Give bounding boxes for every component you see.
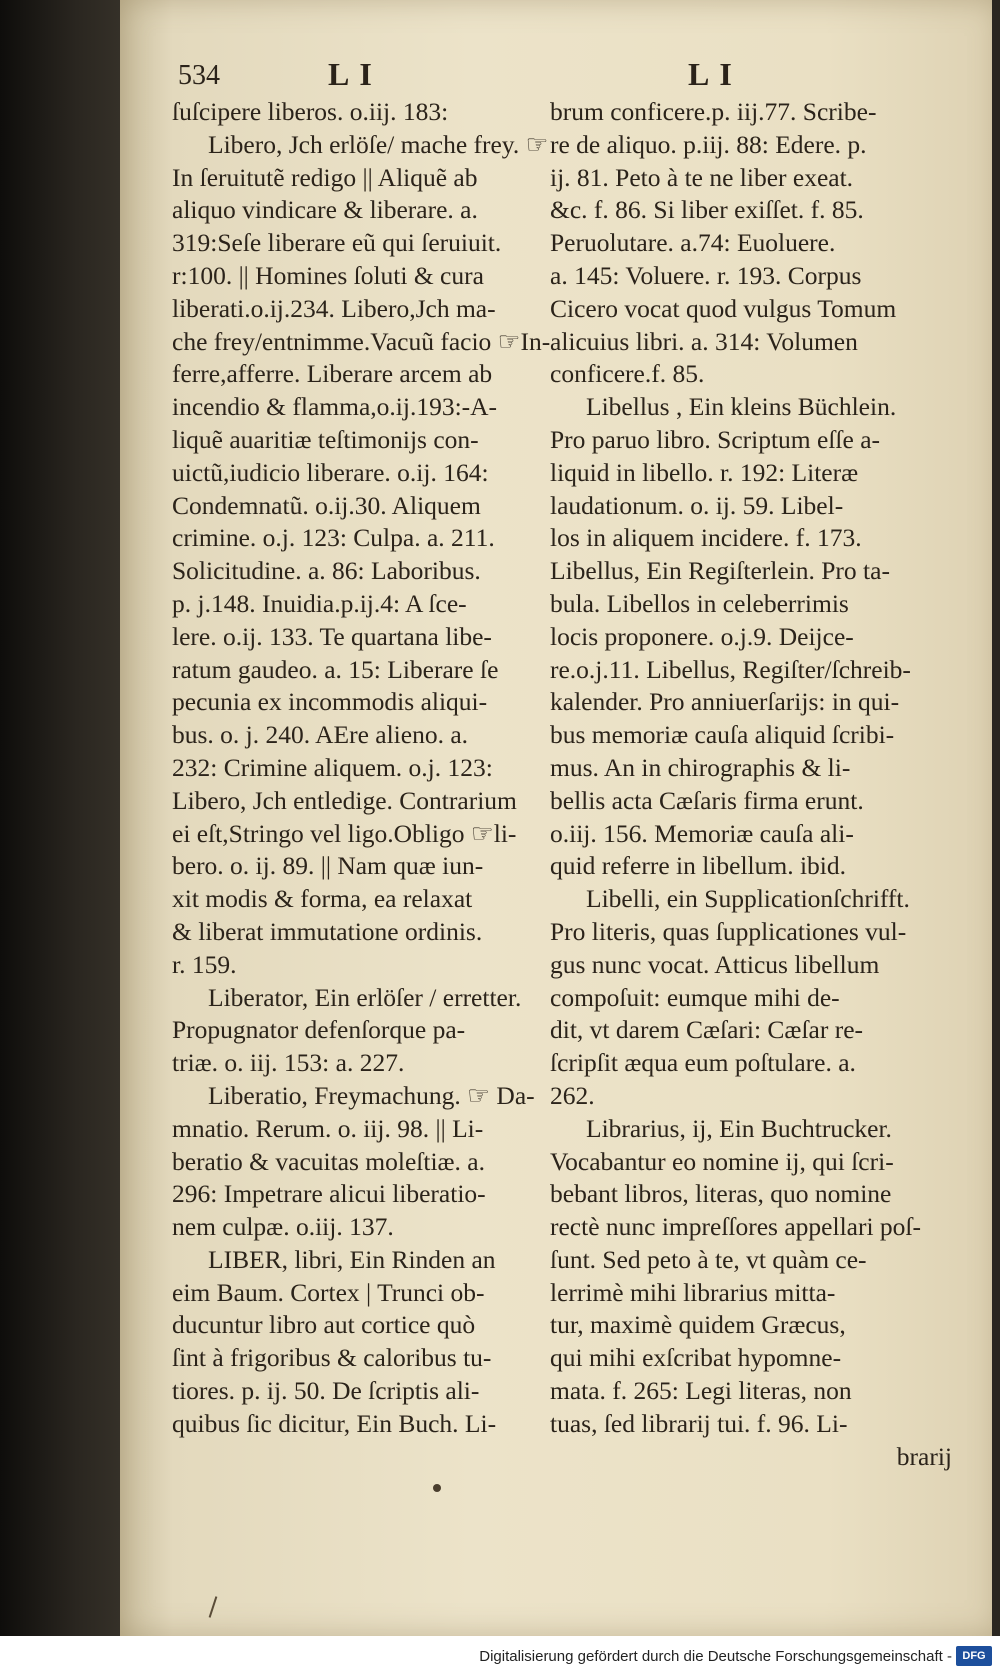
right-column-line: bellis acta Cæſaris firma erunt. <box>550 785 864 815</box>
left-column-line: In ſeruitutẽ redigo || Aliquẽ ab <box>172 162 478 192</box>
right-column-line: Vocabantur eo nomine ij, qui ſcri- <box>550 1146 894 1176</box>
left-column-line: crimine. o.j. 123: Culpa. a. 211. <box>172 523 495 553</box>
right-column-line: quid referre in libellum. ibid. <box>550 851 847 881</box>
digitization-credit: Digitalisierung gefördert durch die Deutsche Forschungsgemeinschaft - <box>479 1648 952 1665</box>
right-column-line: bula. Libellos in celeberrimis <box>550 588 849 618</box>
left-column-line: ſuſcipere liberos. o.iij. 183: <box>172 97 449 126</box>
left-column-line: 296: Impetrare alicui liberatio- <box>172 1179 486 1209</box>
right-column-line: dit, vt darem Cæſari: Cæſar re- <box>550 1015 864 1045</box>
ink-mark <box>209 1596 218 1618</box>
right-column-line: ſunt. Sed peto à te, vt quàm ce- <box>550 1244 867 1274</box>
right-column-line: rectè nunc impreſſores appellari poſ- <box>550 1212 922 1242</box>
left-column-line: ratum gaudeo. a. 15: Liberare ſe <box>172 654 499 684</box>
right-column-line: re de aliquo. p.iij. 88: Edere. p. <box>550 129 867 159</box>
left-column-line: r. 159. <box>172 949 237 979</box>
right-column-line: los in aliquem incidere. f. 173. <box>550 523 862 553</box>
right-column-line: conficere.f. 85. <box>550 359 705 389</box>
right-column-line: Cicero vocat quod vulgus Tomum <box>550 293 897 323</box>
right-column-line: ij. 81. Peto à te ne liber exeat. <box>550 162 854 192</box>
running-head-right: LI <box>688 56 742 92</box>
left-column-line: ſint à frigoribus & caloribus tu- <box>172 1343 492 1373</box>
dfg-logo: DFG <box>956 1646 992 1666</box>
running-head-left: LI <box>328 56 382 92</box>
book-gutter <box>0 0 140 1676</box>
right-column-line: Libellus , Ein kleins Büchlein. <box>586 392 897 422</box>
left-column-line: liberati.o.ij.234. Libero,Jch ma- <box>172 293 496 323</box>
right-text-column <box>550 96 960 1473</box>
ink-spot <box>433 1484 441 1492</box>
left-column-line: aliquo vindicare & liberare. a. <box>172 195 478 225</box>
right-column-line: Libellus, Ein Regiſterlein. Pro ta- <box>550 556 890 586</box>
left-column-line: r:100. || Homines ſoluti & cura <box>172 260 484 290</box>
right-column-line: liquid in libello. r. 192: Literæ <box>550 457 859 487</box>
left-column-line: ducuntur libro aut cortice quò <box>172 1310 476 1340</box>
page-right-edge <box>992 0 1000 1636</box>
left-column-line: lere. o.ij. 133. Te quartana libe- <box>172 621 492 651</box>
right-column-line: tur, maximè quidem Græcus, <box>550 1310 846 1340</box>
right-column-line: bus memoriæ cauſa aliquid ſcribi- <box>550 720 895 750</box>
right-column-line: o.iij. 156. Memoriæ cauſa ali- <box>550 818 854 848</box>
right-column-line: lerrimè mihi librarius mitta- <box>550 1277 836 1307</box>
left-column-line: mnatio. Rerum. o. iij. 98. || Li- <box>172 1113 484 1143</box>
left-column-line: che frey/entnimme.Vacuũ facio ☞In- <box>172 326 551 356</box>
left-column-line: p. j.148. Inuidia.p.ij.4: A ſce- <box>172 588 467 618</box>
left-column-line: 319:Seſe liberare eũ qui ſeruiuit. <box>172 228 502 258</box>
left-column-line: tiores. p. ij. 50. De ſcriptis ali- <box>172 1376 480 1406</box>
left-column-line: incendio & flamma,o.ij.193:-A- <box>172 392 498 422</box>
left-column-line: eim Baum. Cortex | Trunci ob- <box>172 1277 485 1307</box>
left-column-line: nem culpæ. o.iij. 137. <box>172 1212 394 1242</box>
left-column-line: pecunia ex incommodis aliqui- <box>172 687 488 717</box>
right-column-line: locis proponere. o.j.9. Deijce- <box>550 621 854 651</box>
page-header <box>120 56 1000 100</box>
left-column-line: bus. o. j. 240. AEre alieno. a. <box>172 720 469 750</box>
left-column-line: Liberatio, Freymachung. ☞ Da- <box>208 1080 535 1110</box>
right-column-line: brum conficere.p. iij.77. Scribe- <box>550 97 877 126</box>
right-column-line: bebant libros, literas, quo nomine <box>550 1179 892 1209</box>
footer-bar <box>0 1636 1000 1676</box>
right-column-line: Pro literis, quas ſupplicationes vul- <box>550 916 907 946</box>
left-column-line: xit modis & forma, ea relaxat <box>172 884 473 914</box>
left-column-line: LIBER, libri, Ein Rinden an <box>208 1244 496 1274</box>
left-column-line: Propugnator defenſorque pa- <box>172 1015 466 1045</box>
left-column-line: Condemnatũ. o.ij.30. Aliquem <box>172 490 481 520</box>
right-column-line: kalender. Pro anniuerſarijs: in qui- <box>550 687 900 717</box>
right-column-line: mata. f. 265: Legi literas, non <box>550 1376 852 1406</box>
book-page <box>120 0 1000 1636</box>
right-column-line: mus. An in chirographis & li- <box>550 752 851 782</box>
left-text-column <box>172 96 552 1441</box>
right-column-line: qui mihi exſcribat hypomne- <box>550 1343 842 1373</box>
left-column-line: & liberat immutatione ordinis. <box>172 916 483 946</box>
right-column-line: Peruolutare. a.74: Euoluere. <box>550 228 836 258</box>
right-column-line: Libelli, ein Supplicationſchrifft. <box>586 884 910 914</box>
right-column-line: Pro paruo libro. Scriptum eſſe a- <box>550 424 881 454</box>
left-column-line: bero. o. ij. 89. || Nam quæ iun- <box>172 851 484 881</box>
left-column-line: ferre,afferre. Liberare arcem ab <box>172 359 493 389</box>
right-column-line: &c. f. 86. Si liber exiſſet. f. 85. <box>550 195 864 225</box>
left-column-line: 232: Crimine aliquem. o.j. 123: <box>172 752 493 782</box>
left-column-line: quibus ſic dicitur, Ein Buch. Li- <box>172 1408 497 1438</box>
left-column-line: liquẽ auaritiæ teſtimonijs con- <box>172 424 479 454</box>
right-column-line: a. 145: Voluere. r. 193. Corpus <box>550 260 862 290</box>
right-column-line: Librarius, ij, Ein Buchtrucker. <box>586 1113 892 1143</box>
left-column-line: Libero, Jch erlöſe/ mache frey. ☞ <box>208 129 549 159</box>
left-column-line: Libero, Jch entledige. Contrarium <box>172 785 517 815</box>
left-column-line: beratio & vacuitas moleſtiæ. a. <box>172 1146 485 1176</box>
left-column-line: triæ. o. iij. 153: a. 227. <box>172 1048 405 1078</box>
right-column-line: 262. <box>550 1080 595 1110</box>
right-column-line: alicuius libri. a. 314: Volumen <box>550 326 858 356</box>
right-column-line: tuas, ſed librarij tui. f. 96. Li- <box>550 1408 848 1438</box>
left-column-line: ei eſt,Stringo vel ligo.Obligo ☞li- <box>172 818 517 848</box>
right-column-line: gus nunc vocat. Atticus libellum <box>550 949 880 979</box>
right-column-line: compoſuit: eumque mihi de- <box>550 982 840 1012</box>
left-column-line: uictũ,iudicio liberare. o.ij. 164: <box>172 457 489 487</box>
page-number: 534 <box>178 60 220 91</box>
right-column-line: ſcripſit æqua eum poſtulare. a. <box>550 1048 856 1078</box>
left-column-line: Liberator, Ein erlöſer / erretter. <box>208 982 522 1012</box>
left-column-line: Solicitudine. a. 86: Laboribus. <box>172 556 481 586</box>
right-column-line: laudationum. o. ij. 59. Libel- <box>550 490 844 520</box>
right-column-line: re.o.j.11. Libellus, Regiſter/ſchreib- <box>550 654 911 684</box>
right-column-line: brarij <box>896 1441 952 1471</box>
